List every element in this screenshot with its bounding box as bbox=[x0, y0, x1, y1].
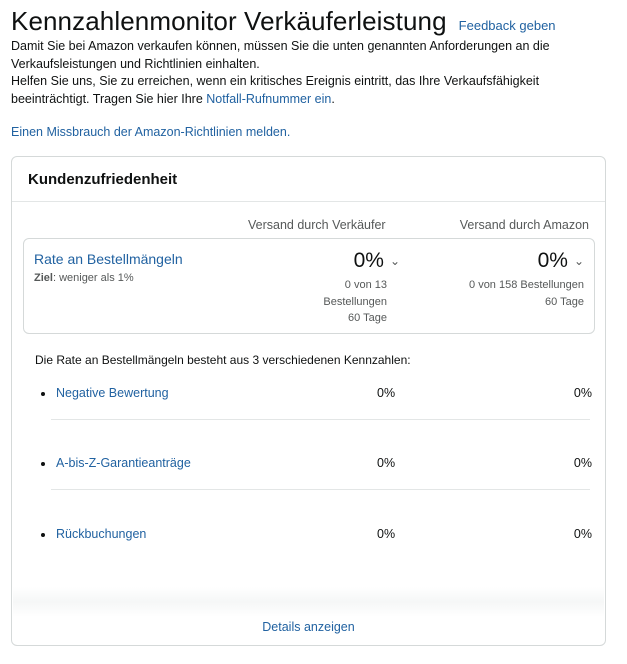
intro-line-2 bbox=[11, 73, 617, 108]
amazon-rate-detail bbox=[469, 277, 584, 310]
amazon-rate bbox=[538, 249, 584, 273]
column-header-amazon: Versand durch Amazon bbox=[459, 218, 589, 232]
merchant-rate-detail bbox=[323, 277, 387, 327]
sub-metric-amazon-value: 0% bbox=[573, 386, 592, 400]
sub-metric-merchant-value: 0% bbox=[377, 527, 396, 541]
sub-metric-link-chargebacks[interactable]: Rückbuchungen bbox=[56, 527, 147, 541]
sub-metric-amazon-value: 0% bbox=[573, 527, 592, 541]
merchant-rate bbox=[354, 249, 400, 273]
bullet bbox=[41, 462, 45, 466]
order-defect-rate-box bbox=[23, 238, 595, 334]
header bbox=[11, 6, 617, 108]
merchant-detail-line-3: 60 Tage bbox=[348, 312, 387, 324]
consists-of-text: Die Rate an Bestellmängeln besteht aus 3 verschiedenen Kennzahlen: bbox=[35, 353, 411, 367]
sub-metric-row bbox=[36, 527, 592, 547]
intro-line-2-end: . bbox=[331, 91, 335, 106]
sub-metric-merchant-value: 0% bbox=[377, 456, 396, 470]
sub-metric-amazon-value: 0% bbox=[573, 456, 592, 470]
bullet bbox=[41, 392, 45, 396]
card-title: Kundenzufriedenheit bbox=[28, 170, 178, 188]
customer-satisfaction-card bbox=[11, 156, 606, 646]
feedback-link[interactable]: Feedback geben bbox=[458, 18, 556, 33]
merchant-chevron-down-icon[interactable]: ⌄ bbox=[389, 254, 400, 269]
sub-metric-row bbox=[36, 456, 592, 476]
goal-value: : weniger als 1% bbox=[52, 272, 134, 284]
sub-metric-link-a-to-z-claims[interactable]: A-bis-Z-Garantieanträge bbox=[56, 456, 191, 470]
amazon-rate-value: 0% bbox=[537, 249, 568, 272]
column-header-merchant: Versand durch Verkäufer bbox=[248, 218, 386, 232]
title-row bbox=[11, 6, 617, 37]
intro-line-2-text: Helfen Sie uns, Sie zu erreichen, wenn ein kritisches Ereignis eintritt, das Ihre Verkaufsfähigkeit beeinträchtigt. Tragen Sie hier Ihre bbox=[11, 74, 540, 106]
order-defect-rate-link[interactable]: Rate an Bestellmängeln bbox=[34, 251, 183, 267]
sub-metric-row bbox=[36, 386, 592, 406]
amazon-detail-line-1: 0 von 158 Bestellungen bbox=[469, 279, 584, 291]
divider bbox=[51, 419, 590, 420]
metric-goal bbox=[34, 272, 134, 284]
merchant-rate-value: 0% bbox=[353, 249, 384, 272]
emergency-number-link[interactable]: Notfall-Rufnummer ein bbox=[206, 91, 332, 106]
sub-metric-link-negative-feedback[interactable]: Negative Bewertung bbox=[56, 386, 169, 400]
sub-metric-merchant-value: 0% bbox=[377, 386, 396, 400]
show-details-link[interactable]: Details anzeigen bbox=[262, 620, 355, 634]
goal-label: Ziel bbox=[34, 272, 53, 284]
report-abuse-link[interactable]: Einen Missbrauch der Amazon-Richtlinien melden. bbox=[11, 125, 291, 139]
merchant-detail-line-2: Bestellungen bbox=[323, 295, 387, 308]
merchant-detail-line-1: 0 von 13 bbox=[344, 279, 387, 291]
card-header bbox=[12, 157, 605, 202]
divider bbox=[51, 489, 590, 490]
intro-line-1: Damit Sie bei Amazon verkaufen können, müssen Sie die unten genannten Anforderungen an die Verkaufsleistungen und Richtlinien einhalten. bbox=[11, 39, 550, 71]
bullet bbox=[41, 533, 45, 537]
page-title: Kennzahlenmonitor Verkäuferleistung bbox=[11, 6, 447, 36]
intro-text bbox=[11, 38, 617, 108]
amazon-chevron-down-icon[interactable]: ⌄ bbox=[573, 254, 584, 269]
amazon-detail-line-2: 60 Tage bbox=[545, 295, 584, 308]
scroll-fade bbox=[13, 587, 604, 617]
